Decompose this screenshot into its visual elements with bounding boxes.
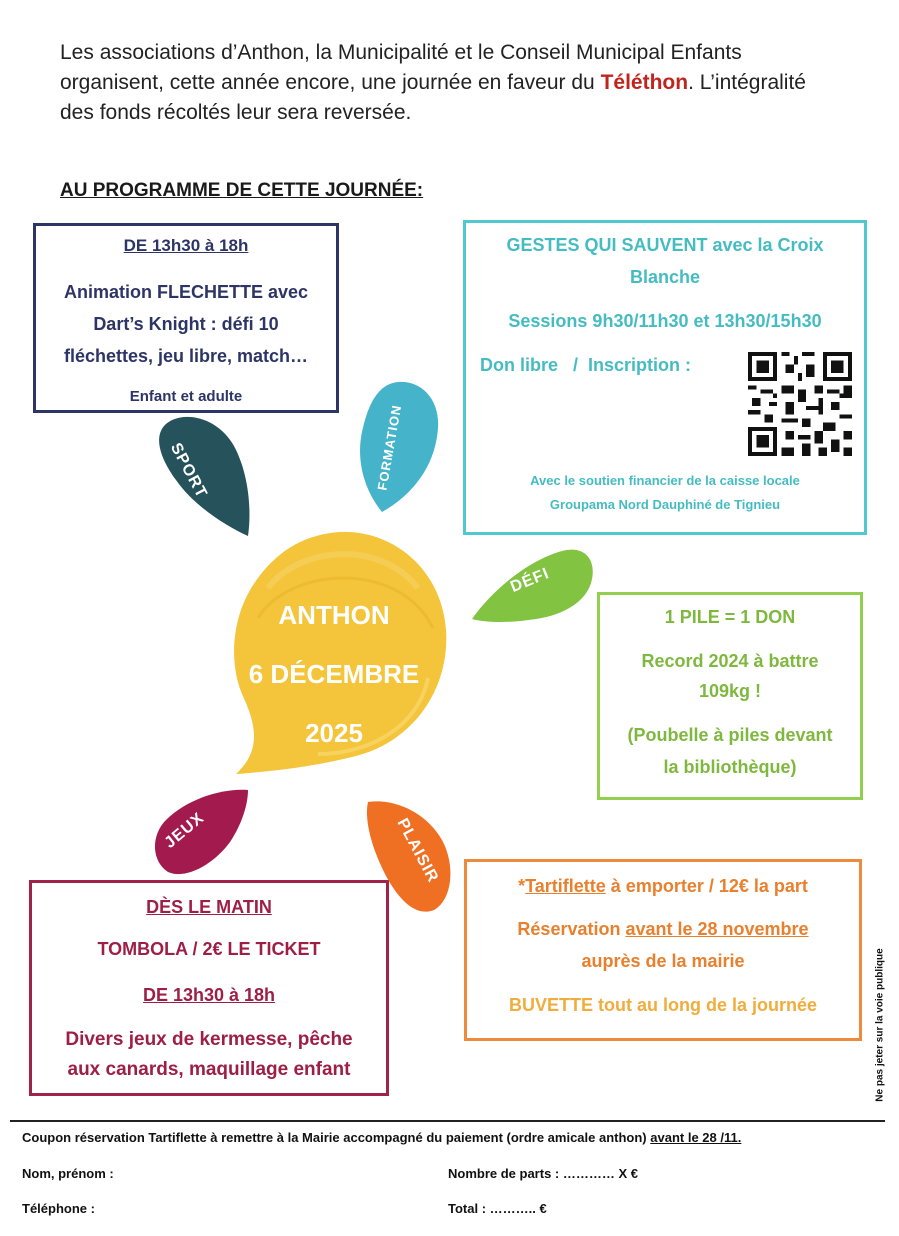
center-text <box>228 586 440 763</box>
coupon-parts-label[interactable]: Nombre de parts : ………… X € <box>448 1166 638 1181</box>
sport-petal <box>156 408 256 543</box>
formation-title-2: Blanche <box>629 267 701 287</box>
formation-sponsor-2: Groupama Nord Dauphiné de Tignieu <box>549 497 781 512</box>
jeux-line-2: aux canards, maquillage enfant <box>67 1059 351 1080</box>
plaisir-petal-label: PLAISIR <box>393 815 442 886</box>
defi-petal-label: DÉFI <box>508 565 552 596</box>
coupon-title-date: avant le 28 /11. <box>650 1130 742 1145</box>
defi-line-2: Record 2024 à battre <box>641 651 819 671</box>
plaisir-tartiflette-rest: à emporter / 12€ la part <box>605 876 808 896</box>
jeux-label-1: DÈS LE MATIN <box>146 897 272 917</box>
defi-line-3: 109kg ! <box>698 681 762 701</box>
defi-line-5: la bibliothèque) <box>663 757 797 777</box>
center-line-2: 6 DÉCEMBRE <box>248 659 420 689</box>
plaisir-tartiflette-line <box>467 876 859 897</box>
jeux-petal-label: JEUX <box>161 809 208 852</box>
jeux-box <box>29 880 389 1096</box>
side-note-text: Ne pas jeter sur la voie publique <box>874 948 886 1102</box>
coupon-name-label[interactable]: Nom, prénom : <box>22 1166 114 1181</box>
coupon-title-text: Coupon réservation Tartiflette à remettre à la Mairie accompagné du paiement (ordre amicale anthon) <box>22 1130 651 1145</box>
plaisir-reservation-date: avant le 28 novembre <box>625 919 809 939</box>
jeux-petal <box>152 786 252 876</box>
jeux-line-1: Divers jeux de kermesse, pêche <box>65 1029 353 1050</box>
formation-sponsor-1: Avec le soutien financier de la caisse locale <box>530 473 800 488</box>
center-line-3: 2025 <box>305 718 363 748</box>
sport-time: DE 13h30 à 18h <box>123 236 249 255</box>
formation-don: Don libre / Inscription : <box>480 355 692 375</box>
formation-petal-label: FORMATION <box>374 403 405 492</box>
formation-petal <box>358 380 442 515</box>
intro-text-2: . L’intégralité des fonds récoltés leur sera reversée. <box>60 71 806 124</box>
side-note <box>872 935 888 1115</box>
defi-line-1: 1 PILE = 1 DON <box>664 607 796 627</box>
defi-box <box>597 592 863 800</box>
defi-line-4: (Poubelle à piles devant <box>627 725 833 745</box>
sport-audience: Enfant et adulte <box>129 388 243 405</box>
coupon-title <box>22 1130 741 1145</box>
telethon-highlight: Téléthon <box>600 71 689 94</box>
sport-box <box>33 223 339 413</box>
plaisir-reservation-line <box>467 919 859 940</box>
coupon-total-label[interactable]: Total : ……….. € <box>448 1201 547 1216</box>
formation-title-1: GESTES QUI SAUVENT avec la Croix <box>506 235 824 255</box>
intro-paragraph <box>60 38 840 128</box>
qr-code[interactable] <box>748 352 852 456</box>
plaisir-star: * <box>518 876 526 896</box>
sport-line-2: Dart’s Knight : défi 10 <box>93 314 279 334</box>
sport-line-3: fléchettes, jeu libre, match… <box>63 346 309 366</box>
jeux-tombola: TOMBOLA / 2€ LE TICKET <box>97 939 321 959</box>
center-line-1: ANTHON <box>278 600 390 630</box>
plaisir-box <box>464 859 862 1041</box>
formation-sessions: Sessions 9h30/11h30 et 13h30/15h30 <box>508 311 822 331</box>
sport-petal-label: SPORT <box>166 440 211 502</box>
plaisir-reservation: Réservation <box>517 919 626 939</box>
coupon-divider <box>10 1120 885 1122</box>
sport-line-1: Animation FLECHETTE avec <box>63 282 309 302</box>
program-heading: AU PROGRAMME DE CETTE JOURNÉE: <box>60 180 424 201</box>
coupon-phone-label[interactable]: Téléphone : <box>22 1201 95 1216</box>
jeux-label-2: DE 13h30 à 18h <box>142 985 276 1005</box>
plaisir-mairie: auprès de la mairie <box>581 951 745 971</box>
intro-text-1: Les associations d’Anthon, la Municipalité et le Conseil Municipal Enfants organisent, cette année encore, une journée en faveur du <box>60 41 742 94</box>
plaisir-buvette: BUVETTE tout au long de la journée <box>508 995 817 1015</box>
plaisir-tartiflette: Tartiflette <box>525 876 606 896</box>
